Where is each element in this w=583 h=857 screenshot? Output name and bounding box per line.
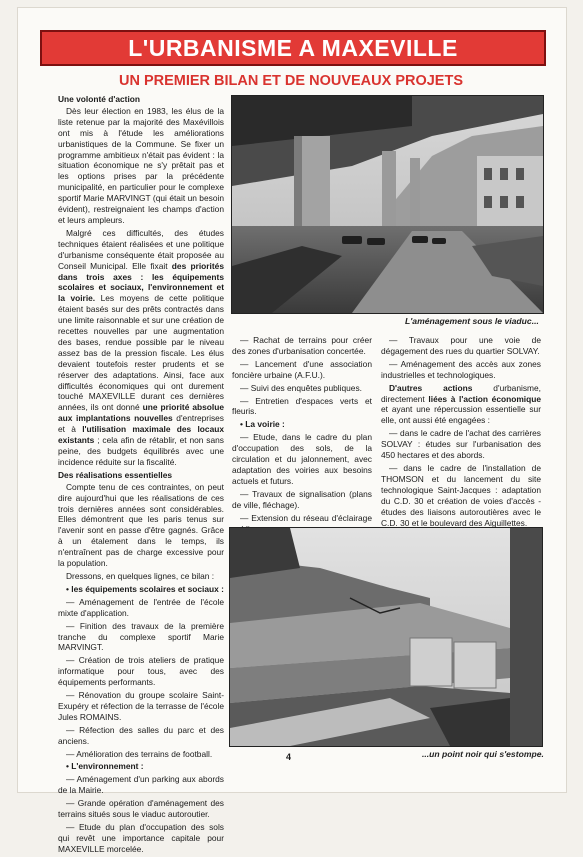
list-item: — Extension du réseau d'éclairage	[240, 512, 372, 523]
list-item: — Rénovation du groupe scolaire Saint-Exupéry et réfection de la terrasse de l'école Jules ROMAINS.	[58, 690, 224, 722]
page-subtitle: UN PREMIER BILAN ET DE NOUVEAUX PROJETS	[118, 73, 463, 89]
list-item: — Finition des travaux de la première tranche du complexe sportif Marie MARVINGT.	[58, 620, 224, 653]
list-item: — Etude du plan d'occupation des sols qui revêt une importance capitale pour MAXEVILLE morcelée.	[58, 822, 224, 854]
list-item: — Création de trois ateliers de pratique informatique pour tous, avec des équipements performants.	[58, 655, 224, 688]
page-number: 4	[286, 752, 292, 762]
list-item: — dans le cadre de l'installation de THOMSON et du lancement du site technologique Saint-Jacques : adaptation du C.D. 30 et création de voies d'accès - études des liaisons autoroutières avec le C.D. 30 et le boulevard des Aiguillettes.	[381, 462, 541, 528]
section-heading: Une volonté d'action	[58, 94, 141, 104]
list-item: — Travaux pour une voie de dégagement des rues du quartier SOLVAY.	[381, 335, 541, 356]
list-item: — Aménagement des accès aux zones industrielles et technologiques.	[381, 358, 541, 380]
list-item: — Etude, dans le cadre du plan d'occupation des sols, de la circulation et du jalonnement, avec adaptation des voiries aux besoins actuels et futurs.	[232, 432, 372, 486]
list-item: — Suivi des enquêtes publiques.	[240, 382, 362, 393]
list-item: — dans le cadre de l'achat des carrières SOLVAY : études sur l'urbanisation des 450 hectares et des abords.	[381, 428, 541, 461]
list-item: — Lancement d'une association foncière urbaine (A.F.U.).	[232, 358, 372, 380]
section-heading: Des réalisations essentielles	[58, 469, 173, 480]
list-item: — Aménagement d'un parking aux abords de la Mairie.	[58, 774, 224, 796]
paragraph: D'autres actions d'urbanisme, directement liées à l'action économique et ayant une répercussion essentielle sur elle, ont aussi été engagées :	[381, 382, 541, 426]
bullet-heading: • les équipements scolaires et sociaux :	[66, 583, 224, 594]
paragraph: Compte tenu de ces contraintes, on peut dire aujourd'hui que les réalisations de ces trois dernières années sont considérables. Elles démontrent que les paris tenus sur l'avenir sont en passe d'être gagnés. Grâce à un étalement dans le temps, ils n'entraînent pas de charge excessive pour la population.	[58, 481, 224, 569]
bullet-heading: • La voirie :	[240, 419, 285, 430]
title-banner	[40, 30, 546, 66]
list-item: — Travaux de signalisation (plans de ville, fléchage).	[232, 488, 372, 510]
roadworks-photo	[229, 527, 543, 747]
list-item: — Réfection des salles du parc et des anciens.	[58, 724, 224, 746]
list-item: — Grande opération d'aménagement des terrains situés sous le viaduc autoroutier.	[58, 798, 224, 820]
page-title: L'URBANISME A MAXEVILLE	[128, 34, 458, 61]
paragraph: Malgré ces difficultés, des études techniques étaient réalisées et une politique d'urbanisme conséquente était proposée au Conseil Municipal. Elle fixait des priorités dans trois axes : les équipements scolaires et sociaux, l'environnement et la voirie. Les moyens de cette politique étaient basés sur des prêts contractés dans une limite raisonnable et sur une création de recettes nouvelles par une augmentation des bases, rendue possible par le niveau assez bas de la pression fiscale. Les élus devaient toutefois rester prudents et se réserver des adaptations. Ainsi, face aux difficultés économiques qui ont durement touché MAXEVILLE durant ces dernières années, ils ont donné une priorité absolue aux implantations nouvelles d'entreprises et à l'utilisation maximale des locaux existants ; cela afin de rétablir, et non sans peine, des budgets équilibrés avec une incidence réduite sur la fiscalité.	[58, 227, 225, 467]
paragraph: Dès leur élection en 1983, les élus de la liste retenue par la majorité des Maxévillois ont mis à l'étude les améliorations urbanistiques de la Commune. Se fixer un programme ambitieux n'était pas évident : la situation économique ne s'y prêtait pas et les options prises par la précédente municipalité, en particulier pour le complexe sportif Marie MARVINGT (qui était un besoin évident), restreignaient les champs d'action et leurs ampleurs.	[58, 105, 224, 225]
list-item: — Rachat de terrains pour créer des zones d'urbanisation concertée.	[232, 335, 372, 356]
paragraph: Dressons, en quelques lignes, ce bilan :	[66, 570, 215, 581]
photo-caption: ...un point noir qui s'estompe.	[422, 749, 544, 759]
viaduct-photo	[231, 95, 544, 314]
photo-caption: L'aménagement sous le viaduc...	[405, 316, 539, 326]
list-item: — Amélioration des terrains de football.	[66, 748, 213, 759]
column-right	[381, 335, 541, 554]
column-left	[58, 94, 224, 857]
list-item: — Entretien d'espaces verts et fleuris.	[232, 395, 372, 417]
bullet-heading: • L'environnement :	[66, 761, 144, 772]
list-item: — Aménagement de l'entrée de l'école mixte d'application.	[58, 596, 224, 618]
